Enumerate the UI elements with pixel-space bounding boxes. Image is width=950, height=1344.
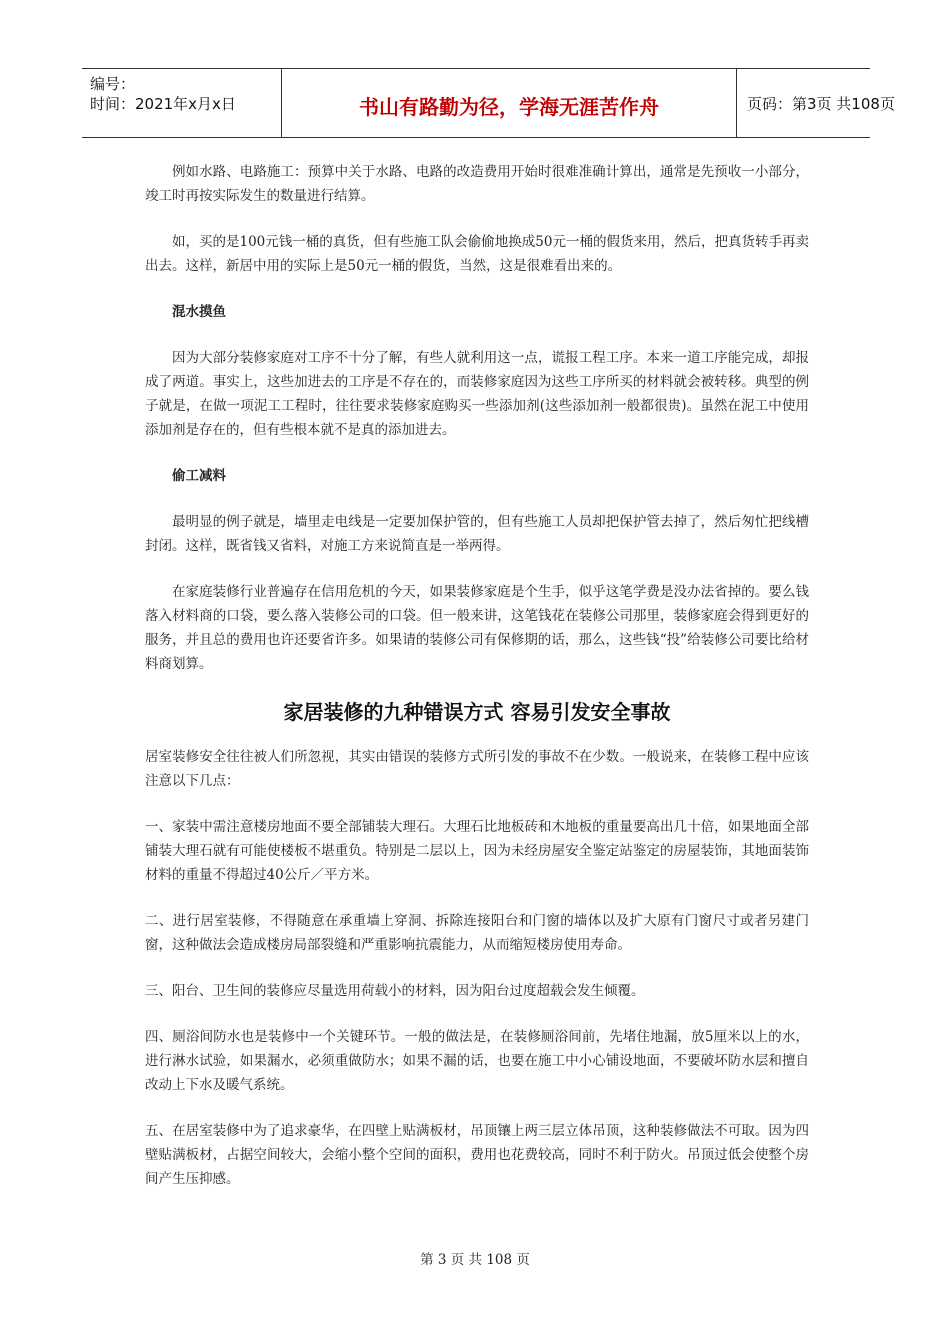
number-label: 编号： xyxy=(90,75,136,93)
intro-paragraph: 居室装修安全往往被人们所忽视，其实由错误的装修方式所引发的事故不在少数。一般说来，在装修工程中应该注意以下几点： xyxy=(145,749,809,789)
paragraph: 因为大部分装修家庭对工序不十分了解，有些人就利用这一点，谎报工程工序。本来一道工序能完成，却报成了两道。事实上，这些加进去的工序是不存在的，而装修家庭因为这些工序所买的材料就会被转移。典型的例子就是，在做一项泥工工程时，往往要求装修家庭购买一些添加剂(这些添加剂一般都很贵)。虽然在泥工中使用添加剂是存在的，但有些根本就不是真的添加进去。 xyxy=(145,350,809,438)
paragraph: 例如水路、电路施工：预算中关于水路、电路的改造费用开始时很难准确计算出，通常是先预收一小部分，竣工时再按实际发生的数量进行结算。 xyxy=(145,164,809,204)
subheading-tougong: 偷工减料 xyxy=(172,468,226,484)
date-label: 时间：2021年x月x日 xyxy=(90,95,236,113)
header-motto-cell xyxy=(282,69,737,137)
page-header xyxy=(82,68,895,138)
list-item: 一、家装中需注意楼房地面不要全部铺装大理石。大理石比地板砖和木地板的重量要高出几十倍，如果地面全部铺装大理石就有可能使楼板不堪重负。特别是二层以上，因为未经房屋安全鉴定站鉴定的房屋装饰，其地面装饰材料的重量不得超过40公斤／平方米。 xyxy=(145,819,809,883)
section-title: 家居装修的九种错误方式 容易引发安全事故 xyxy=(283,700,671,724)
document-body xyxy=(145,160,809,1191)
list-item: 四、厕浴间防水也是装修中一个关键环节。一般的做法是，在装修厕浴间前，先堵住地漏，放5厘米以上的水，进行淋水试验，如果漏水，必须重做防水；如果不漏的话，也要在施工中小心铺设地面，不要破坏防水层和擅自改动上下水及暖气系统。 xyxy=(145,1029,809,1093)
header-page-label: 页码：第3页 共108页 xyxy=(747,95,895,113)
paragraph: 最明显的例子就是，墙里走电线是一定要加保护管的，但有些施工人员却把保护管去掉了，然后匆忙把线槽封闭。这样，既省钱又省料，对施工方来说简直是一举两得。 xyxy=(145,514,809,554)
list-item: 二、进行居室装修，不得随意在承重墙上穿洞、拆除连接阳台和门窗的墙体以及扩大原有门窗尺寸或者另建门窗，这种做法会造成楼房局部裂缝和严重影响抗震能力，从而缩短楼房使用寿命。 xyxy=(145,913,809,953)
list-item: 三、阳台、卫生间的装修应尽量选用荷载小的材料，因为阳台过度超载会发生倾覆。 xyxy=(145,983,645,999)
header-page-cell xyxy=(737,69,895,137)
paragraph: 如，买的是100元钱一桶的真货，但有些施工队会偷偷地换成50元一桶的假货来用，然后，把真货转手再卖出去。这样，新居中用的实际上是50元一桶的假货，当然，这是很难看出来的。 xyxy=(145,234,809,274)
paragraph: 在家庭装修行业普遍存在信用危机的今天，如果装修家庭是个生手，似乎这笔学费是没办法省掉的。要么钱落入材料商的口袋，要么落入装修公司的口袋。但一般来讲，这笔钱花在装修公司那里，装修家庭会得到更好的服务，并且总的费用也许还要省许多。如果请的装修公司有保修期的话，那么，这些钱“投”给装修公司要比给材料商划算。 xyxy=(145,584,809,672)
header-meta-cell xyxy=(82,69,282,137)
subheading-hunshui: 混水摸鱼 xyxy=(172,304,226,320)
list-item: 五、在居室装修中为了追求豪华，在四壁上贴满板材，吊顶镶上两三层立体吊顶，这种装修做法不可取。因为四壁贴满板材，占据空间较大，会缩小整个空间的面积，费用也花费较高，同时不利于防火。吊顶过低会使整个房间产生压抑感。 xyxy=(145,1123,809,1187)
page-footer: 第 3 页 共 108 页 xyxy=(420,1252,530,1268)
header-motto: 书山有路勤为径，学海无涯苦作舟 xyxy=(359,95,659,119)
